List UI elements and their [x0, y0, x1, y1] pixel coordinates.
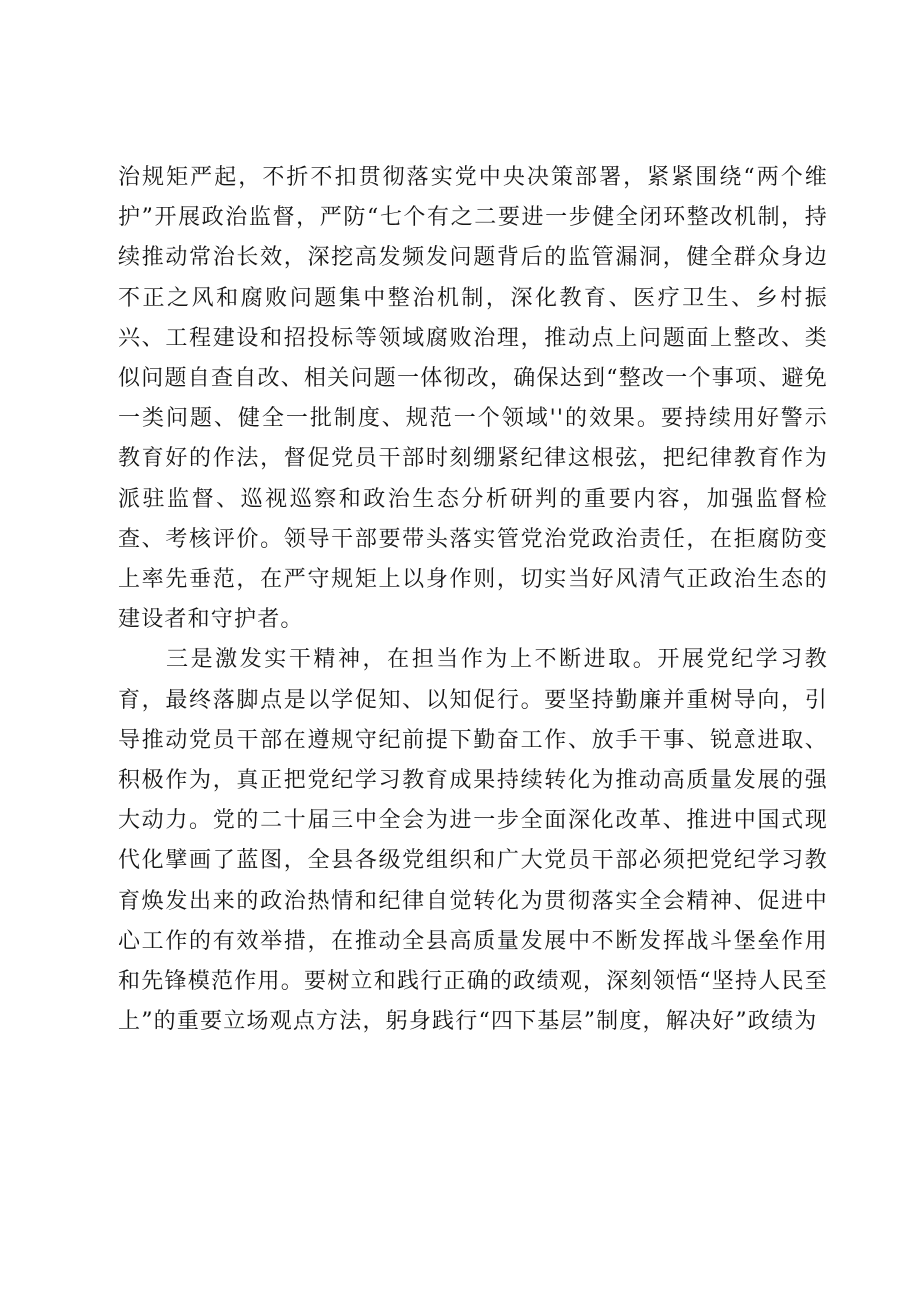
- body-text: [118, 158, 828, 1042]
- paragraph-third-point: 三是激发实干精神，在担当作为上不断进取。开展党纪学习教育，最终落脚点是以学促知、以知促行。要坚持勤廉并重树导向，引导推动党员干部在遵规守纪前提下勤奋工作、放手干事、锐意进取、积极作为，真正把党纪学习教育成果持续转化为推动高质量发展的强大动力。党的二十届三中全会为进一步全面深化改革、推进中国式现代化擘画了蓝图，全县各级党组织和广大党员干部必须把党纪学习教育焕发出来的政治热情和纪律自觉转化为贯彻落实全会精神、促进中心工作的有效举措，在推动全县高质量发展中不断发挥战斗堡垒作用和先锋模范作用。要树立和践行正确的政绩观，深刻领悟“坚持人民至上”的重要立场观点方法，躬身践行“四下基层”制度，解决好”政绩为: [118, 647, 828, 1035]
- paragraph-continued: 治规矩严起，不折不扣贯彻落实党中央决策部署，紧紧围绕“两个维护”开展政治监督，严防“七个有之二要进一步健全闭环整改机制，持续推动常治长效，深挖高发频发问题背后的监管漏洞，健全群众身边不正之风和腐败问题集中整治机制，深化教育、医疗卫生、乡村振兴、工程建设和招投标等领域腐败治理，推动点上问题面上整改、类似问题自查自改、相关问题一体彻改，确保达到“整改一个事项、避免一类问题、健全一批制度、规范一个领域''的效果。要持续用好警示教育好的作法，督促党员干部时刻绷紧纪律这根弦，把纪律教育作为派驻监督、巡视巡察和政治生态分析研判的重要内容，加强监督检查、考核评价。领导干部要带头落实管党治党政治责任，在拒腐防变上率先垂范，在严守规矩上以身作则，切实当好风清气正政治生态的建设者和守护者。: [118, 165, 828, 633]
